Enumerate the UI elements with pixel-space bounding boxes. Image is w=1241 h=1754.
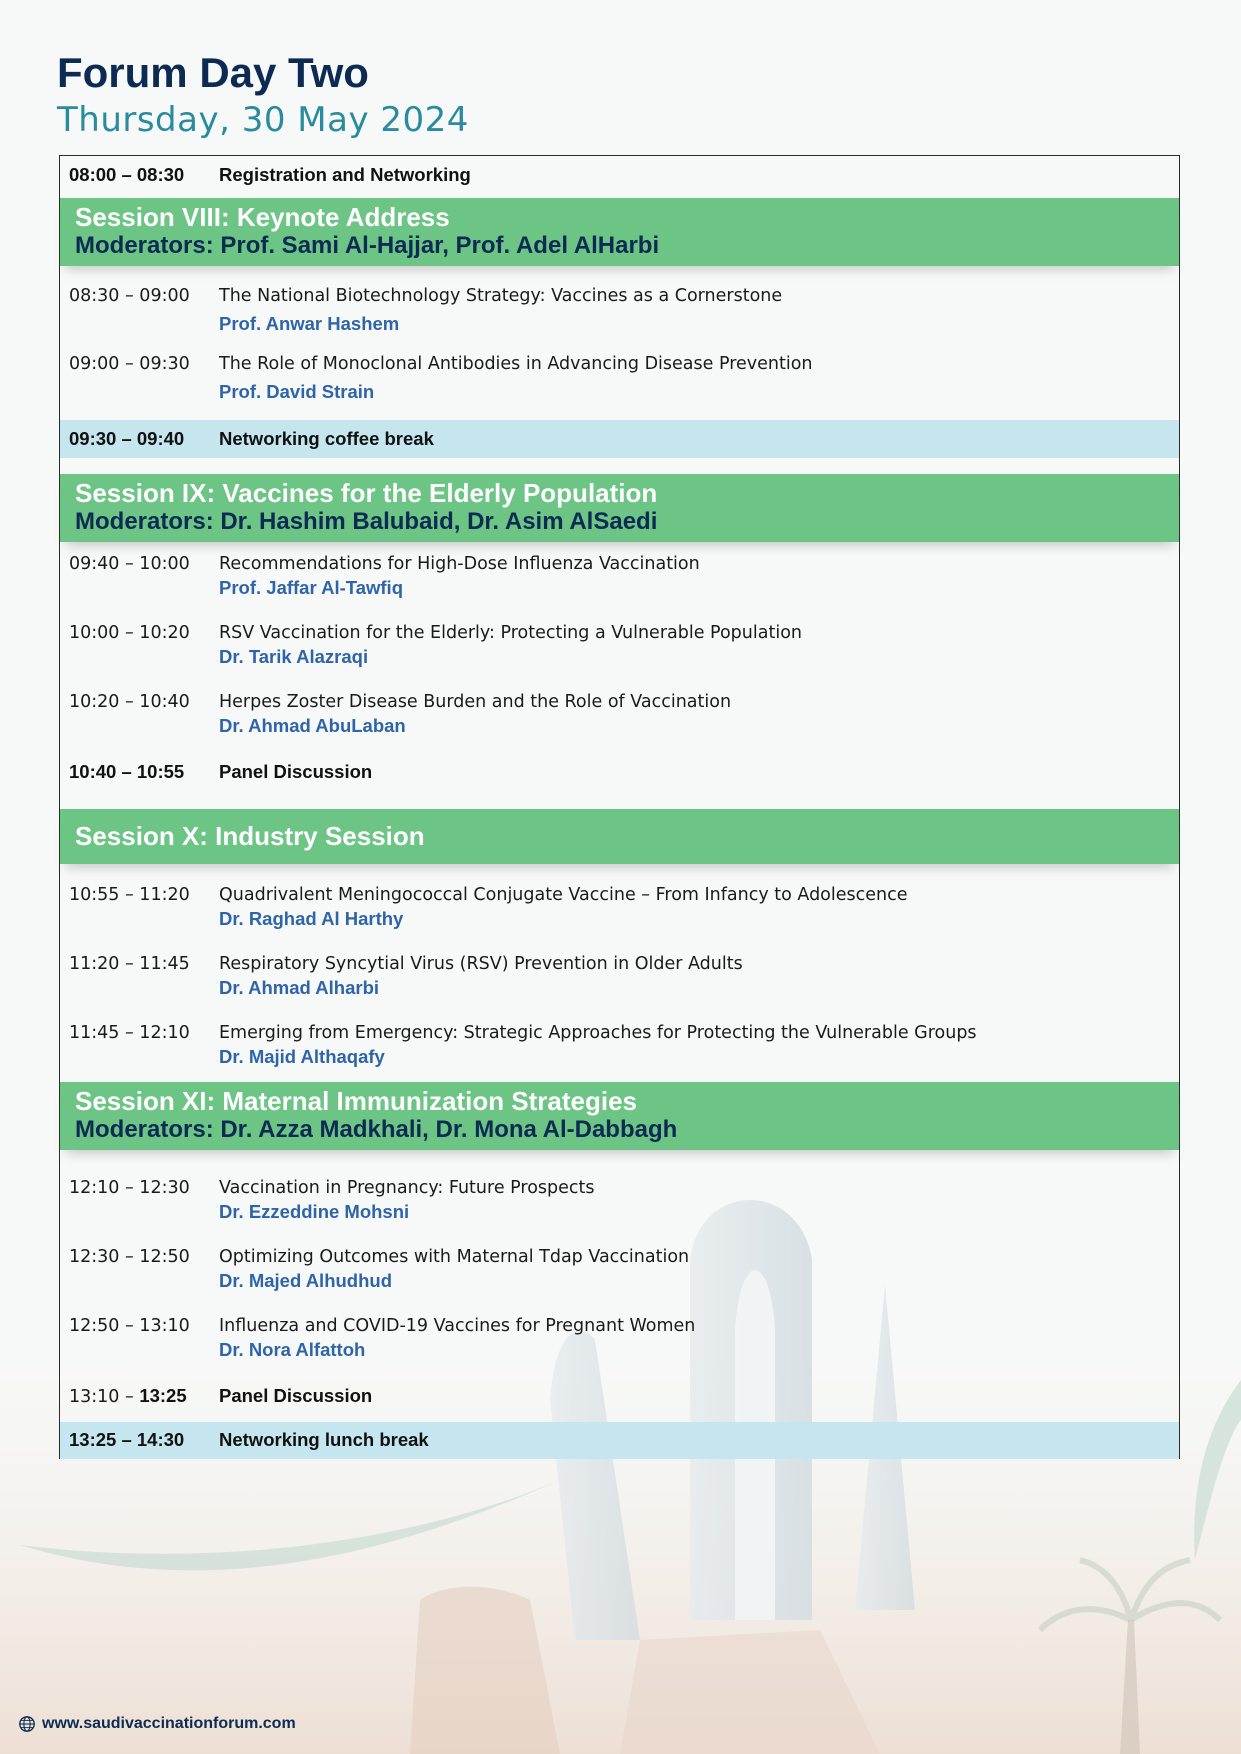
agenda-row [60,954,1179,1010]
agenda-row [60,692,1179,748]
session-title: Session XI: Maternal Immunization Strategies [75,1086,638,1116]
row-title: Panel Discussion [219,1385,373,1406]
row-time-end: 13:25 [139,1385,187,1406]
session-title: Session VIII: Keynote Address [75,202,450,232]
row-time: 13:25 – 14:30 [69,1429,185,1450]
session-title: Session IX: Vaccines for the Elderly Population [75,478,658,508]
row-speaker: Dr. Ezzeddine Mohsni [219,1201,410,1222]
footer-website[interactable] [18,1715,296,1733]
row-title: Panel Discussion [219,761,373,782]
row-time: 10:55 – 11:20 [69,885,190,905]
row-title: The Role of Monoclonal Antibodies in Advancing Disease Prevention [219,354,813,374]
row-speaker: Dr. Nora Alfattoh [219,1339,366,1360]
globe-icon [18,1715,36,1733]
agenda-row [60,1178,1179,1234]
row-title: Registration and Networking [219,164,471,185]
agenda-row-registration [60,156,1179,194]
row-speaker: Dr. Ahmad AbuLaban [219,715,406,736]
footer-url-text[interactable]: www.saudivaccinationforum.com [42,1715,296,1732]
row-time: 09:00 – 09:30 [69,354,190,374]
row-title: The National Biotechnology Strategy: Vaccines as a Cornerstone [219,286,783,306]
row-time: 10:00 – 10:20 [69,623,190,643]
agenda-row [60,623,1179,679]
row-speaker: Dr. Tarik Alazraqi [219,646,369,667]
row-time: 08:00 – 08:30 [69,164,185,185]
break-row-coffee [60,420,1179,458]
agenda-row [60,885,1179,941]
row-title: Influenza and COVID-19 Vaccines for Pregnant Women [219,1316,696,1336]
row-title: Recommendations for High-Dose Influenza Vaccination [219,554,700,574]
row-speaker: Prof. Jaffar Al-Tawfiq [219,577,403,598]
break-row-lunch [60,1422,1179,1459]
agenda-row [60,1316,1179,1372]
row-title: Vaccination in Pregnancy: Future Prospects [219,1178,595,1198]
row-time: 12:30 – 12:50 [69,1247,190,1267]
session-moderators: Moderators: Dr. Azza Madkhali, Dr. Mona Al-Dabbagh [75,1116,678,1143]
session-title: Session X: Industry Session [75,821,425,851]
page-title: Forum Day Two [57,49,369,96]
row-time: 11:20 – 11:45 [69,954,190,974]
row-title: Networking coffee break [219,428,434,449]
row-speaker: Dr. Raghad Al Harthy [219,908,404,929]
row-time: 12:50 – 13:10 [69,1316,190,1336]
session-header-xi [60,1082,1179,1150]
row-title: Herpes Zoster Disease Burden and the Role of Vaccination [219,692,732,712]
row-time: 10:40 – 10:55 [69,761,185,782]
row-title: Respiratory Syncytial Virus (RSV) Prevention in Older Adults [219,954,743,974]
agenda-row [60,1023,1179,1079]
agenda-row [60,1247,1179,1303]
agenda-table [59,155,1180,1459]
row-speaker: Prof. Anwar Hashem [219,313,400,334]
row-title: Networking lunch break [219,1429,429,1450]
session-header-x [60,809,1179,864]
page-date: Thursday, 30 May 2024 [57,100,469,140]
row-time: 09:40 – 10:00 [69,554,190,574]
agenda-row [60,554,1179,610]
row-title: Optimizing Outcomes with Maternal Tdap Vaccination [219,1247,690,1267]
agenda-row-panel [60,761,1179,791]
agenda-row [60,354,1179,414]
row-title: Quadrivalent Meningococcal Conjugate Vaccine – From Infancy to Adolescence [219,885,908,905]
row-time: 09:30 – 09:40 [69,428,185,449]
row-time: 10:20 – 10:40 [69,692,190,712]
session-moderators: Moderators: Dr. Hashim Balubaid, Dr. Asim AlSaedi [75,508,658,535]
session-header-viii [60,198,1179,266]
row-title: RSV Vaccination for the Elderly: Protecting a Vulnerable Population [219,623,802,643]
row-time-start: 13:10 – [69,1387,140,1407]
row-time: 11:45 – 12:10 [69,1023,190,1043]
row-time [69,1385,187,1407]
row-speaker: Dr. Majed Alhudhud [219,1270,393,1291]
session-header-ix [60,474,1179,542]
agenda-row-panel [60,1385,1179,1415]
session-moderators: Moderators: Prof. Sami Al-Hajjar, Prof. Adel AlHarbi [75,232,660,259]
row-time: 12:10 – 12:30 [69,1178,190,1198]
agenda-row [60,286,1179,346]
row-speaker: Prof. David Strain [219,381,375,402]
row-title: Emerging from Emergency: Strategic Approaches for Protecting the Vulnerable Groups [219,1023,977,1043]
row-speaker: Dr. Majid Althaqafy [219,1046,385,1067]
row-time: 08:30 – 09:00 [69,286,190,306]
row-speaker: Dr. Ahmad Alharbi [219,977,380,998]
